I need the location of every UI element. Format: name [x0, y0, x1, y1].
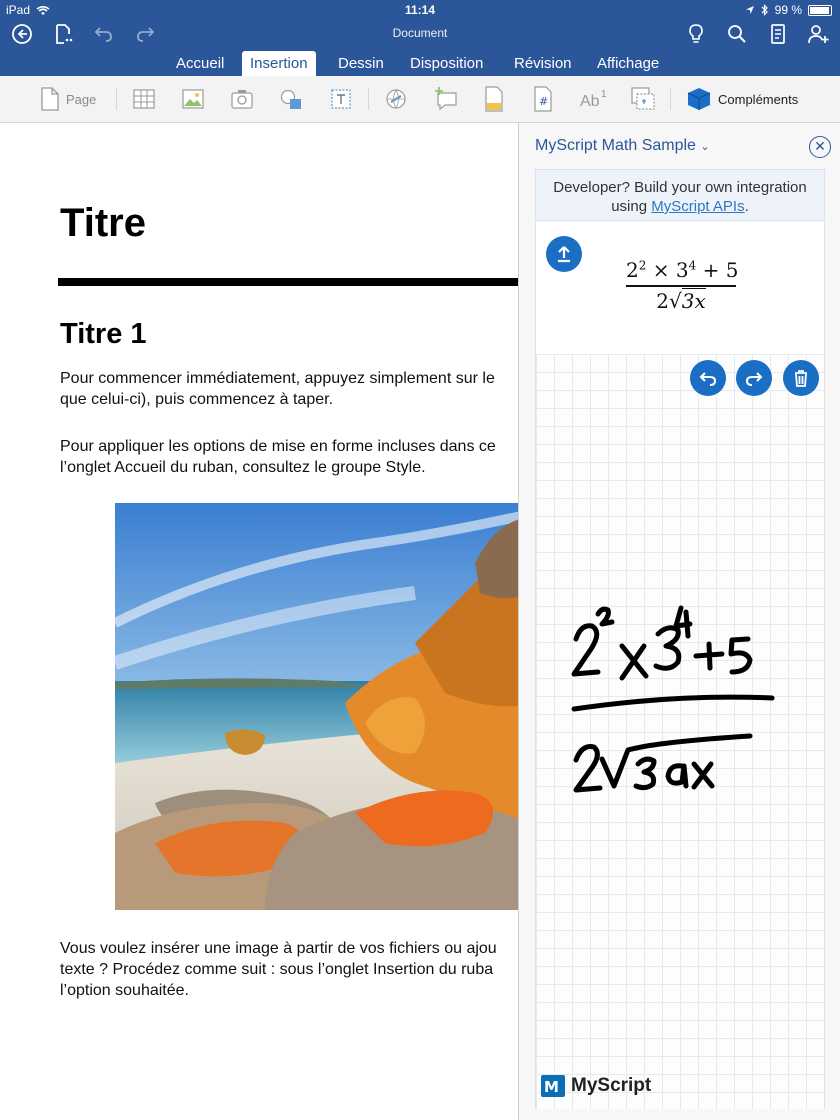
fraction-bar [626, 285, 736, 287]
comment-icon[interactable] [433, 86, 459, 112]
lightbulb-icon[interactable] [684, 22, 708, 46]
taskpane-title-dropdown[interactable] [535, 137, 710, 155]
developer-text: Developer? Build your own integration [553, 179, 807, 196]
separator [670, 88, 671, 110]
svg-text:1: 1 [601, 89, 607, 100]
addins-icon [686, 86, 712, 112]
textbox-icon[interactable] [329, 86, 353, 112]
redo-icon [736, 360, 772, 396]
page-icon [40, 87, 60, 111]
separator [368, 88, 369, 110]
handwriting-canvas[interactable] [535, 354, 825, 1109]
status-right [745, 3, 832, 17]
header-footer-icon[interactable] [484, 86, 504, 112]
typeset-formula [626, 258, 739, 313]
search-icon[interactable] [725, 22, 749, 46]
sqrt-symbol: √ [668, 288, 682, 313]
logo-mark-letter: M [544, 1078, 559, 1096]
page-number-icon[interactable] [533, 86, 553, 112]
bluetooth-icon [761, 4, 769, 16]
myscript-taskpane [518, 123, 840, 1120]
tab-dessin[interactable]: Dessin [338, 55, 384, 72]
tab-disposition[interactable]: Disposition [410, 55, 484, 72]
title-bar [0, 20, 840, 48]
formula-operator: × [652, 258, 670, 282]
taskpane-title: MyScript Math Sample [535, 137, 696, 154]
addins-button[interactable] [686, 86, 798, 112]
formula-denominator [626, 289, 736, 313]
formula-exponent: 4 [688, 258, 697, 273]
addins-label: Compléments [718, 91, 799, 107]
battery-icon [808, 5, 832, 16]
paragraph-line[interactable]: que celui-ci), puis commencez à taper. [60, 391, 334, 408]
screenshot-icon[interactable] [630, 86, 656, 112]
insert-result-button[interactable] [546, 236, 582, 272]
tab-insertion[interactable]: Insertion [242, 51, 316, 76]
developer-period: . [744, 198, 749, 215]
document-title-heading[interactable]: Titre [60, 201, 146, 245]
close-icon[interactable]: ✕ [809, 136, 831, 158]
formula-base: 3 [675, 258, 689, 282]
link-icon[interactable] [384, 86, 408, 112]
formula-exponent: 2 [638, 258, 647, 273]
developer-using: using [611, 198, 648, 215]
formula-coefficient: 2 [656, 288, 669, 313]
paragraph-line[interactable]: Pour commencer immédiatement, appuyez simplement sur le [60, 370, 495, 387]
recognition-result [535, 222, 825, 354]
separator [116, 88, 117, 110]
page-button[interactable] [40, 86, 96, 112]
tab-revision[interactable]: Révision [514, 55, 572, 72]
paragraph-line[interactable]: l’option souhaitée. [60, 982, 189, 999]
formula-radicand: 3x [681, 288, 706, 313]
chevron-down-icon: ⌄ [700, 141, 710, 153]
myscript-apis-link[interactable]: MyScript APIs [651, 198, 745, 215]
share-person-icon[interactable] [806, 22, 830, 46]
formula-base: 2 [626, 258, 639, 282]
title-rule [58, 278, 518, 286]
svg-text:Ab: Ab [580, 93, 600, 110]
undo-icon [690, 360, 726, 396]
picture-icon[interactable] [181, 86, 205, 112]
myscript-logo-mark [541, 1075, 565, 1097]
svg-text:#: # [539, 95, 549, 108]
document-canvas[interactable] [0, 123, 518, 1120]
formula-plus-term: + 5 [702, 258, 739, 282]
heading-1[interactable]: Titre 1 [60, 318, 147, 350]
formula-numerator [626, 258, 739, 282]
paragraph-line[interactable]: l’onglet Accueil du ruban, consultez le groupe Style. [60, 459, 426, 476]
paragraph-line[interactable]: texte ? Procédez comme suit : sous l’onglet Insertion du ruba [60, 961, 494, 978]
shapes-icon[interactable] [279, 86, 303, 112]
trash-icon [783, 360, 819, 396]
myscript-logo [541, 1075, 651, 1097]
paragraph-line[interactable]: Pour appliquer les options de mise en forme incluses dans ce [60, 438, 496, 455]
tab-affichage[interactable]: Affichage [597, 55, 660, 72]
handwritten-formula-ink [536, 354, 826, 1109]
logo-text: MyScript [571, 1075, 652, 1096]
status-bar [0, 0, 840, 20]
location-icon [745, 5, 755, 15]
developer-link-line [536, 197, 824, 216]
table-icon[interactable] [132, 86, 156, 112]
paragraph-line[interactable]: Vous voulez insérer une image à partir de vos fichiers ou ajou [60, 940, 497, 957]
device-label: iPad [6, 3, 31, 17]
upload-icon [546, 236, 582, 272]
taskpane-header [519, 123, 840, 169]
ribbon-toolbar [0, 76, 840, 123]
redo-ink-button[interactable] [736, 360, 772, 396]
camera-icon[interactable] [230, 86, 254, 112]
ribbon-tabs [0, 48, 840, 76]
page-label: Page [66, 91, 97, 107]
status-time: 11:14 [404, 3, 436, 17]
undo-ink-button[interactable] [690, 360, 726, 396]
beach-rocks-image[interactable] [115, 503, 518, 910]
clear-ink-button[interactable] [783, 360, 819, 396]
footnote-icon[interactable] [580, 86, 610, 112]
tab-accueil[interactable]: Accueil [176, 55, 225, 72]
battery-percent: 99 % [774, 3, 802, 17]
document-title: Document [392, 26, 448, 40]
developer-banner [535, 169, 825, 221]
reading-mode-icon[interactable] [766, 22, 790, 46]
